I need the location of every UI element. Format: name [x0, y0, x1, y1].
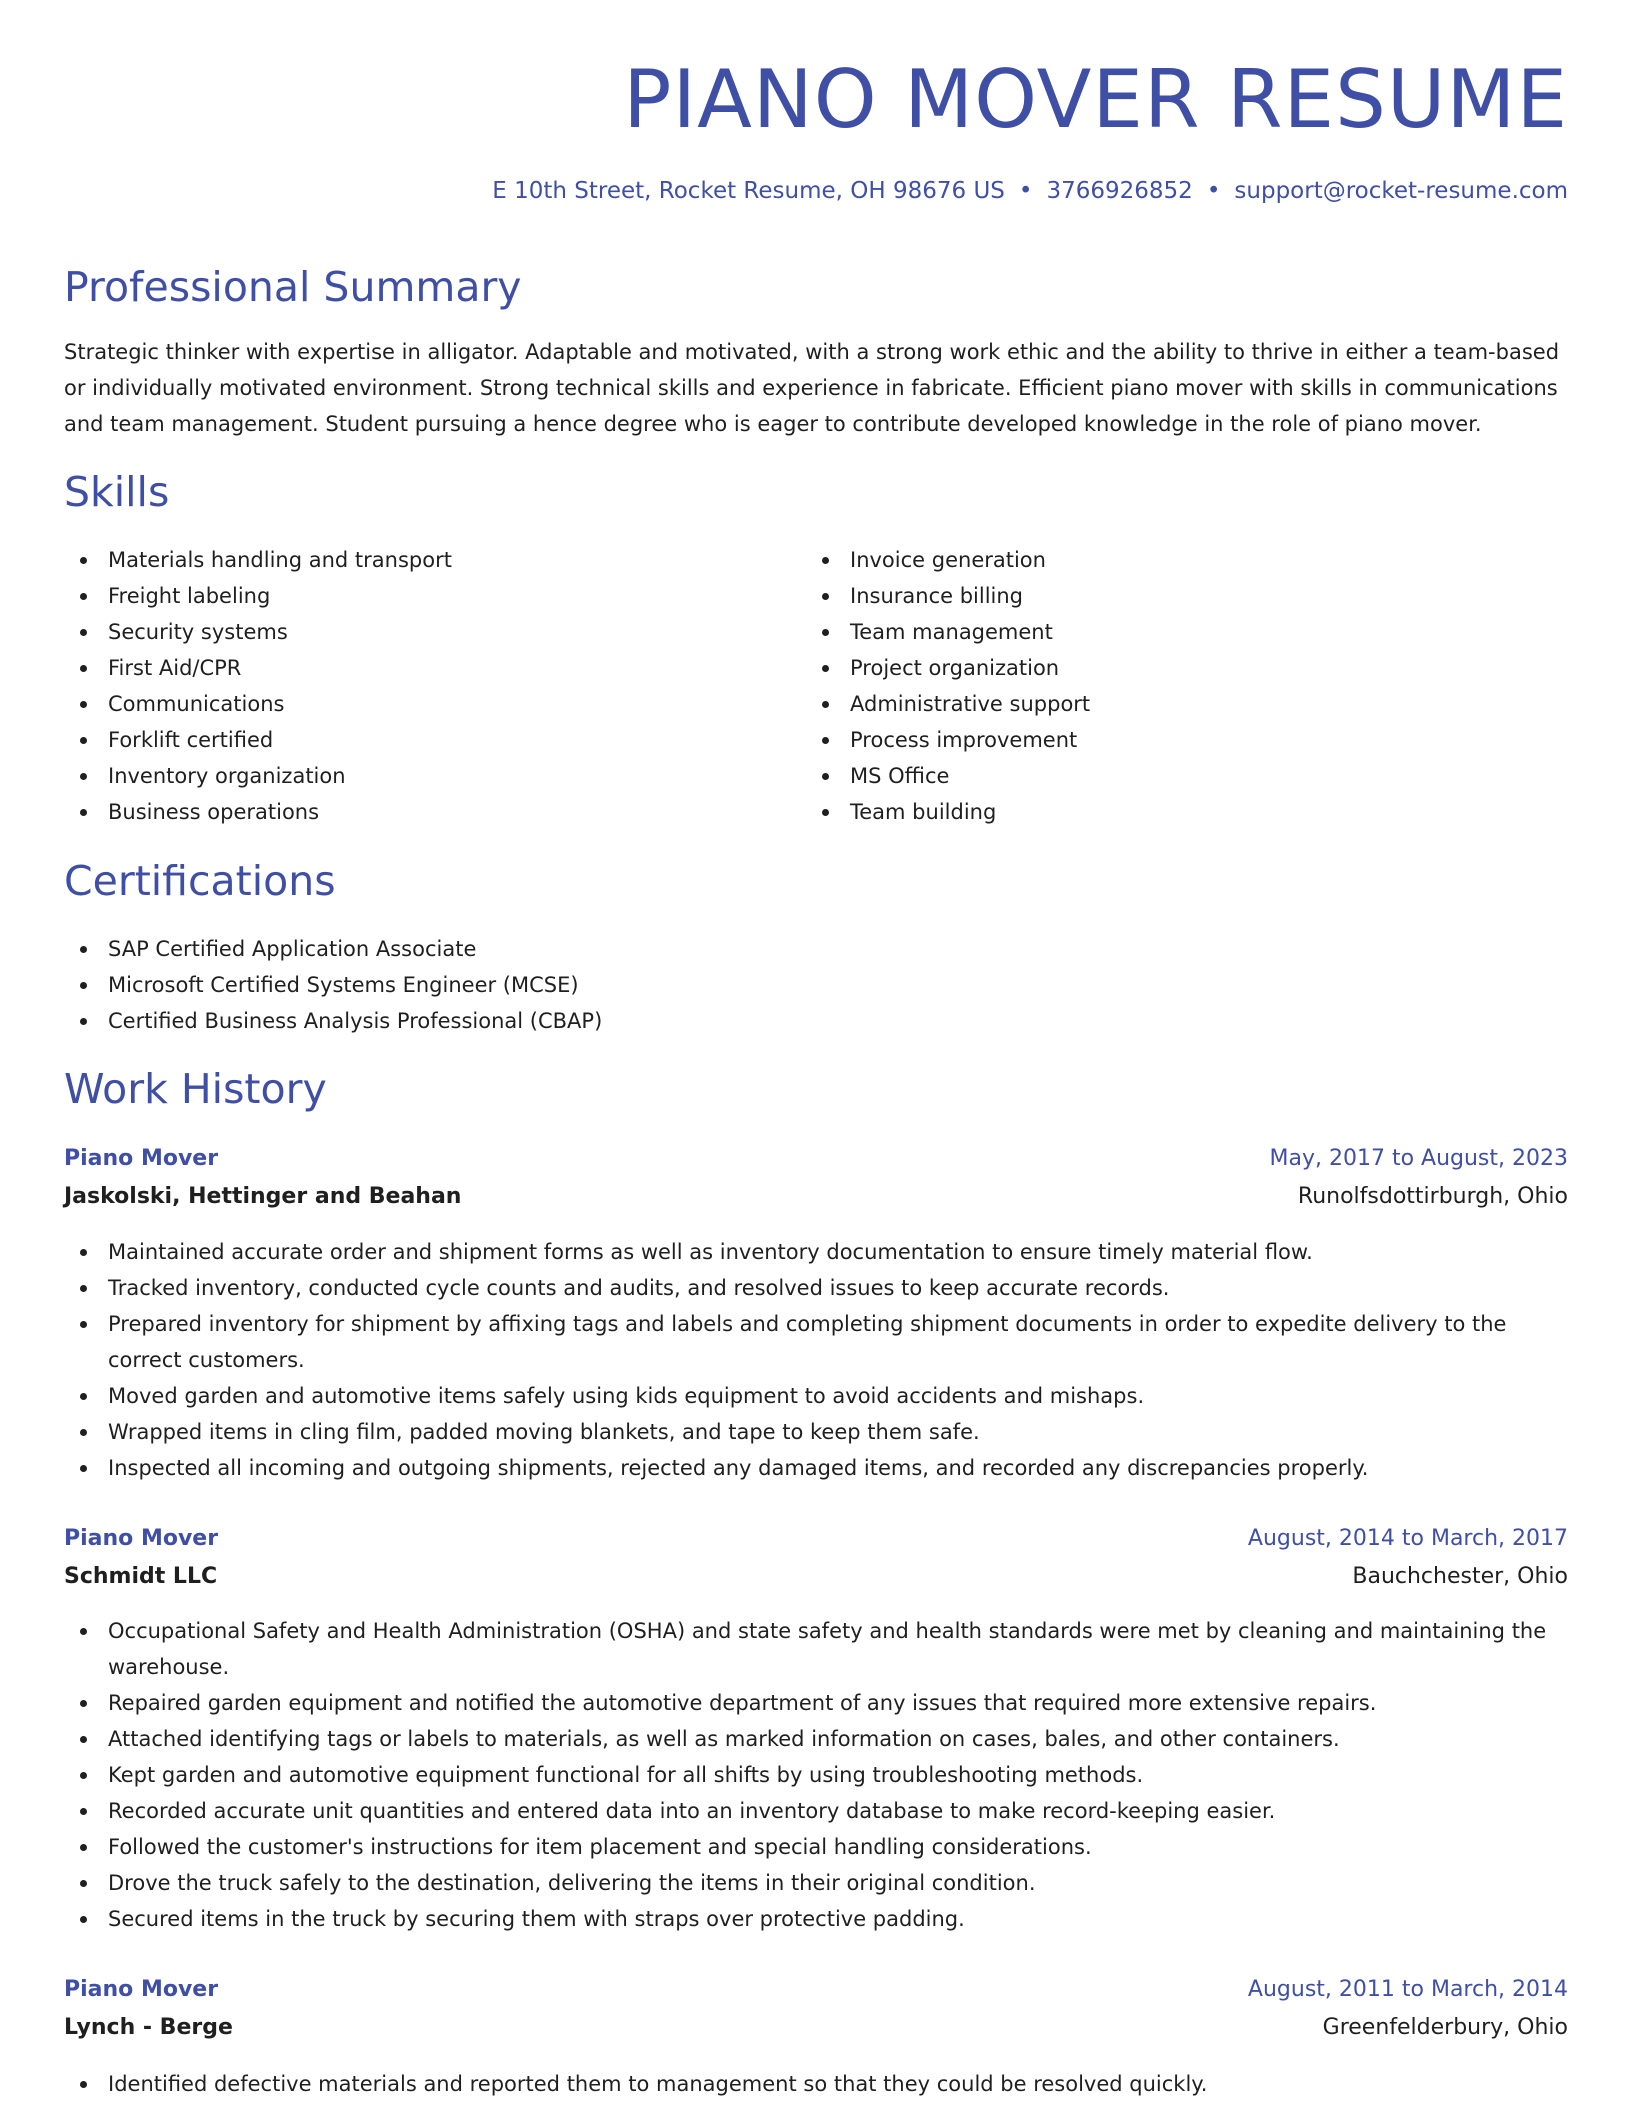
- job-bullets: [64, 1234, 1568, 1486]
- job-bullet: Inspected all incoming and outgoing shipments, rejected any damaged items, and recorded any discrepancies properly.: [64, 1450, 1568, 1486]
- skill-item: Materials handling and transport: [64, 542, 452, 578]
- job-title: Piano Mover: [64, 1977, 219, 2002]
- contact-email: support@rocket-resume.com: [1234, 178, 1568, 204]
- skill-item: Business operations: [64, 794, 452, 830]
- job-dates: May, 2017 to August, 2023: [1269, 1146, 1568, 1171]
- skill-item: Freight labeling: [64, 578, 452, 614]
- job-company-row: [64, 1558, 1568, 1596]
- resume-page: [64, 0, 1568, 2096]
- job-bullets: [64, 1613, 1568, 1937]
- resume-title: PIANO MOVER RESUME: [623, 53, 1568, 146]
- job-company: Jaskolski, Hettinger and Beahan: [64, 1184, 462, 1209]
- job-bullet: Identified defective materials and reported them to management so that they could be resolved quickly.: [64, 2066, 1568, 2102]
- job-bullet: Drove the truck safely to the destination, delivering the items in their original condition.: [64, 1865, 1568, 1901]
- job-bullet: Attached identifying tags or labels to materials, as well as marked information on cases, bales, and other containers.: [64, 1721, 1568, 1757]
- certification-item: Certified Business Analysis Professional (CBAP): [64, 1003, 602, 1039]
- skill-item: Team building: [806, 794, 1090, 830]
- job-bullet: Moved garden and automotive items safely using kids equipment to avoid accidents and mishaps.: [64, 1378, 1568, 1414]
- skill-item: Communications: [64, 686, 452, 722]
- job-location: Runolfsdottirburgh, Ohio: [1297, 1184, 1568, 1209]
- skills-list-left: [64, 542, 452, 830]
- skills-list-right: [806, 542, 1090, 830]
- certification-item: SAP Certified Application Associate: [64, 931, 602, 967]
- skill-item: Team management: [806, 614, 1090, 650]
- job-bullet: Occupational Safety and Health Administration (OSHA) and state safety and health standards were met by cleaning and maintaining the warehouse.: [64, 1613, 1568, 1685]
- job-dates: August, 2011 to March, 2014: [1247, 1977, 1568, 2002]
- certification-item: Microsoft Certified Systems Engineer (MCSE): [64, 967, 602, 1003]
- contact-line: [492, 176, 1568, 206]
- job-location: Bauchchester, Ohio: [1352, 1564, 1568, 1589]
- job-header: [64, 1520, 1568, 1590]
- skill-item: Process improvement: [806, 722, 1090, 758]
- skill-item: MS Office: [806, 758, 1090, 794]
- skill-item: Inventory organization: [64, 758, 452, 794]
- contact-address: E 10th Street, Rocket Resume, OH 98676 US: [492, 178, 1005, 204]
- job-company: Schmidt LLC: [64, 1564, 218, 1589]
- job-title-row: [64, 1520, 1568, 1558]
- skill-item: Forklift certified: [64, 722, 452, 758]
- job-company-row: [64, 1178, 1568, 1216]
- job-title: Piano Mover: [64, 1146, 219, 1171]
- work-history-heading: Work History: [64, 1065, 327, 1113]
- skill-item: Security systems: [64, 614, 452, 650]
- job-bullet: Wrapped items in cling film, padded moving blankets, and tape to keep them safe.: [64, 1414, 1568, 1450]
- job-bullet: Tracked inventory, conducted cycle counts and audits, and resolved issues to keep accurate records.: [64, 1270, 1568, 1306]
- job-bullets: [64, 2066, 1568, 2102]
- job-bullet: Recorded accurate unit quantities and entered data into an inventory database to make record-keeping easier.: [64, 1793, 1568, 1829]
- job-title-row: [64, 1140, 1568, 1178]
- job-bullet: Repaired garden equipment and notified the automotive department of any issues that required more extensive repairs.: [64, 1685, 1568, 1721]
- contact-phone: 3766926852: [1046, 178, 1193, 204]
- summary-heading: Professional Summary: [64, 263, 522, 311]
- job-location: Greenfelderbury, Ohio: [1322, 2015, 1568, 2040]
- job-bullet: Maintained accurate order and shipment forms as well as inventory documentation to ensure timely material flow.: [64, 1234, 1568, 1270]
- job-dates: August, 2014 to March, 2017: [1247, 1526, 1568, 1551]
- skill-item: Invoice generation: [806, 542, 1090, 578]
- job-header: [64, 1971, 1568, 2041]
- summary-text: Strategic thinker with expertise in alligator. Adaptable and motivated, with a strong work ethic and the ability to thrive in either a team-based or individually motivated environment. Strong technical skills and experience in fabricate. Efficient piano mover with skills in communications and team management. Student pursuing a hence degree who is eager to contribute developed knowledge in the role of piano mover.: [64, 340, 1560, 436]
- skill-item: Project organization: [806, 650, 1090, 686]
- skill-item: Administrative support: [806, 686, 1090, 722]
- job-company: Lynch - Berge: [64, 2015, 233, 2040]
- contact-separator: •: [1206, 178, 1221, 204]
- job-bullet: Followed the customer's instructions for item placement and special handling considerations.: [64, 1829, 1568, 1865]
- job-title: Piano Mover: [64, 1526, 219, 1551]
- job-title-row: [64, 1971, 1568, 2009]
- job-bullet: Prepared inventory for shipment by affixing tags and labels and completing shipment documents in order to expedite delivery to the correct customers.: [64, 1306, 1568, 1378]
- skill-item: Insurance billing: [806, 578, 1090, 614]
- job-bullet: Kept garden and automotive equipment functional for all shifts by using troubleshooting methods.: [64, 1757, 1568, 1793]
- certifications-heading: Certifications: [64, 857, 336, 905]
- skill-item: First Aid/CPR: [64, 650, 452, 686]
- skills-heading: Skills: [64, 468, 170, 516]
- job-bullet: Secured items in the truck by securing them with straps over protective padding.: [64, 1901, 1568, 1937]
- certifications-list: [64, 931, 602, 1039]
- job-company-row: [64, 2009, 1568, 2047]
- contact-separator: •: [1018, 178, 1033, 204]
- job-header: [64, 1140, 1568, 1210]
